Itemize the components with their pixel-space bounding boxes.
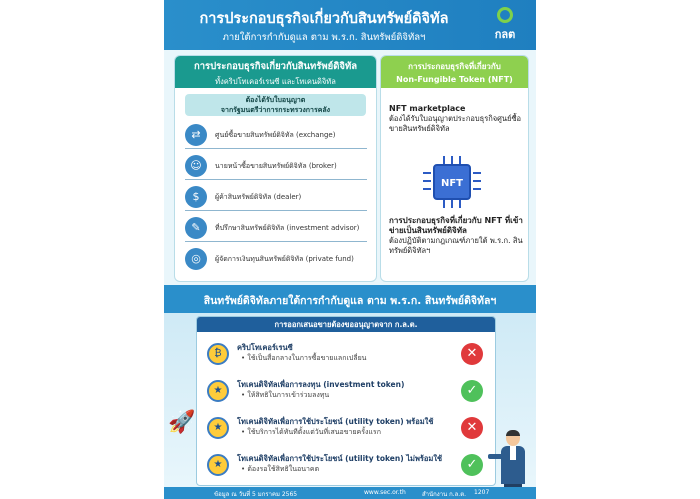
utility-token-icon: ★ [207, 417, 229, 439]
investment-token-icon: ★ [207, 380, 229, 402]
fund-icon: ◎ [185, 248, 207, 270]
business-item-broker [185, 153, 367, 180]
nft-business-block [389, 216, 524, 256]
bitcoin-icon: ₿ [207, 343, 229, 365]
asset-item-investment-token [207, 376, 489, 408]
logo-text: กลต [494, 28, 516, 41]
business-item-label: ศูนย์ซื้อขายสินทรัพย์ดิจิทัล (exchange) [215, 131, 336, 139]
nft-business-body: ต้องปฏิบัติตามกฎเกณฑ์ภายใต้ พ.ร.ก. สินทรัพย์ดิจิทัลฯ [389, 236, 523, 255]
nft-panel-title: การประกอบธุรกิจที่เกี่ยวกับ [408, 62, 501, 71]
dealer-icon: $ [185, 186, 207, 208]
asset-item-desc: • ต้องรอใช้สิทธิในอนาคต [241, 465, 320, 473]
business-item-advisor [185, 215, 367, 242]
license-requirement-tag [185, 94, 366, 116]
nft-panel-header [381, 56, 528, 88]
business-panel-title: การประกอบธุรกิจเกี่ยวกับสินทรัพย์ดิจิทัล [193, 61, 358, 72]
header-banner [164, 0, 536, 50]
business-panel-header [175, 56, 376, 88]
broker-icon: ☺ [185, 155, 207, 177]
exchange-icon: ⇄ [185, 124, 207, 146]
utility-token-icon: ★ [207, 454, 229, 476]
nft-marketplace-block [389, 104, 524, 134]
check-icon: ✓ [461, 454, 483, 476]
asset-item-title: โทเคนดิจิทัลเพื่อการใช้ประโยชน์ (utility token) พร้อมใช้ [237, 417, 434, 426]
nft-chip-icon [421, 154, 483, 210]
footer-phone: 1207 [474, 489, 490, 496]
business-panel-subtitle: ทั้งคริปโทเคอร์เรนซี และโทเคนดิจิทัล [215, 77, 336, 86]
asset-item-desc: • ใช้บริการได้ทันทีตั้งแต่วันที่เสนอขายครั้งแรก [241, 428, 381, 436]
nft-chip-label: NFT [433, 164, 471, 200]
business-item-dealer [185, 184, 367, 211]
footer-date: ข้อมูล ณ วันที่ 5 มกราคม 2565 [214, 491, 298, 498]
regulated-assets-banner [164, 285, 536, 313]
nft-panel [380, 55, 529, 282]
asset-item-title: โทเคนดิจิทัลเพื่อการลงทุน (investment token) [237, 380, 405, 389]
check-icon: ✓ [461, 380, 483, 402]
asset-item-desc: • ให้สิทธิในการเข้าร่วมลงทุน [241, 391, 330, 399]
asset-item-desc: • ใช้เป็นสื่อกลางในการซื้อขายแลกเปลี่ยน [241, 354, 367, 362]
license-requirement-line2: จากรัฐมนตรีว่าการกระทรวงการคลัง [220, 106, 331, 114]
logo-mark-icon [497, 7, 513, 23]
regulated-assets-title: สินทรัพย์ดิจิทัลภายใต้การกำกับดูแล ตาม พ.ร.ก. สินทรัพย์ดิจิทัลฯ [203, 295, 497, 307]
asset-item-crypto [207, 339, 489, 371]
footer [164, 487, 536, 499]
business-item-label: ผู้ค้าสินทรัพย์ดิจิทัล (dealer) [215, 193, 302, 201]
asset-item-title: คริปโทเคอร์เรนซี [237, 343, 293, 352]
business-item-label: ผู้จัดการเงินทุนสินทรัพย์ดิจิทัล (private fund) [215, 255, 354, 263]
advisor-icon: ✎ [185, 217, 207, 239]
nft-marketplace-body: ต้องได้รับใบอนุญาตประกอบธุรกิจศูนย์ซื้อขายสินทรัพย์ดิจิทัล [389, 114, 522, 133]
license-requirement-line1: ต้องได้รับใบอนุญาต [245, 96, 306, 104]
cross-icon: ✕ [461, 343, 483, 365]
asset-item-utility-ready [207, 413, 489, 445]
business-item-exchange [185, 122, 367, 149]
business-item-fund [185, 246, 367, 272]
business-item-label: นายหน้าซื้อขายสินทรัพย์ดิจิทัล (broker) [215, 162, 337, 170]
business-panel [174, 55, 377, 282]
asset-item-utility-not-ready [207, 450, 489, 482]
nft-panel-subtitle: Non-Fungible Token (NFT) [396, 75, 513, 84]
footer-website: www.sec.or.th [364, 489, 406, 496]
footer-facebook: สำนักงาน ก.ล.ต. [422, 491, 467, 498]
offering-box-header: การออกเสนอขายต้องขออนุญาตจาก ก.ล.ต. [197, 317, 495, 332]
infographic-poster [164, 0, 536, 499]
nft-business-title: การประกอบธุรกิจที่เกี่ยวกับ NFT ที่เข้าข่ายเป็นสินทรัพย์ดิจิทัล [389, 216, 523, 235]
page-title: การประกอบธุรกิจเกี่ยวกับสินทรัพย์ดิจิทัล [199, 11, 449, 27]
asset-item-title: โทเคนดิจิทัลเพื่อการใช้ประโยชน์ (utility token) ไม่พร้อมใช้ [237, 454, 443, 463]
rocket-icon: 🚀 [168, 410, 196, 435]
sec-logo [484, 6, 526, 46]
offering-box [196, 316, 496, 486]
nft-marketplace-title: NFT marketplace [389, 104, 466, 113]
business-item-label: ที่ปรึกษาสินทรัพย์ดิจิทัล (investment advisor) [215, 224, 360, 232]
page-subtitle: ภายใต้การกำกับดูแล ตาม พ.ร.ก. สินทรัพย์ดิจิทัลฯ [222, 32, 426, 43]
cross-icon: ✕ [461, 417, 483, 439]
